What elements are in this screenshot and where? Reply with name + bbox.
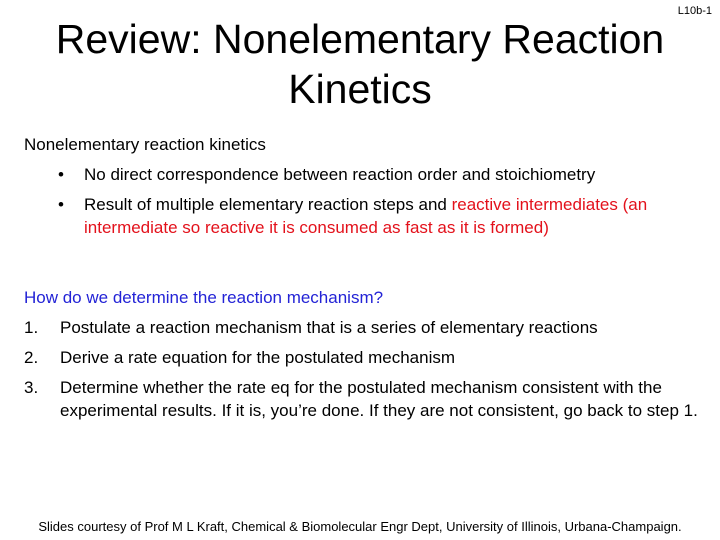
bullet-item xyxy=(48,163,700,186)
numbered-step xyxy=(24,376,700,422)
step-text: Derive a rate equation for the postulated mechanism xyxy=(60,348,456,367)
step-text: Postulate a reaction mechanism that is a series of elementary reactions xyxy=(60,318,598,337)
step-number: 1. xyxy=(24,318,39,337)
numbered-step xyxy=(24,316,700,339)
footer-credit: Slides courtesy of Prof M L Kraft, Chemical & Biomolecular Engr Dept, University of Illinois, Urbana-Champaign. xyxy=(38,519,682,534)
step-number: 3. xyxy=(24,378,39,397)
numbered-step xyxy=(24,346,700,369)
bullet-mark: • xyxy=(58,195,64,214)
section-heading: Nonelementary reaction kinetics xyxy=(24,135,266,154)
bullet-item xyxy=(48,193,700,239)
step-number: 2. xyxy=(24,348,39,367)
slide-title: Review: Nonelementary Reaction Kinetics xyxy=(55,16,665,112)
slide-number: L10b-1 xyxy=(677,5,712,17)
section-nonelementary xyxy=(24,133,700,246)
bullet-text: No direct correspondence between reaction order and stoichiometry xyxy=(84,165,596,184)
bullet-mark: • xyxy=(58,165,64,184)
mechanism-question: How do we determine the reaction mechanism? xyxy=(24,288,384,307)
bullet-text: Result of multiple elementary reaction steps and xyxy=(84,195,452,214)
step-text: Determine whether the rate eq for the postulated mechanism consistent with the experimental results. If it is, you’re done. If they are not consistent, go back to step 1. xyxy=(60,378,698,420)
reactive-intermediates-highlight: reactive intermediates (an intermediate so reactive it is consumed as fast as it is formed) xyxy=(84,195,648,237)
section-mechanism xyxy=(24,286,700,429)
